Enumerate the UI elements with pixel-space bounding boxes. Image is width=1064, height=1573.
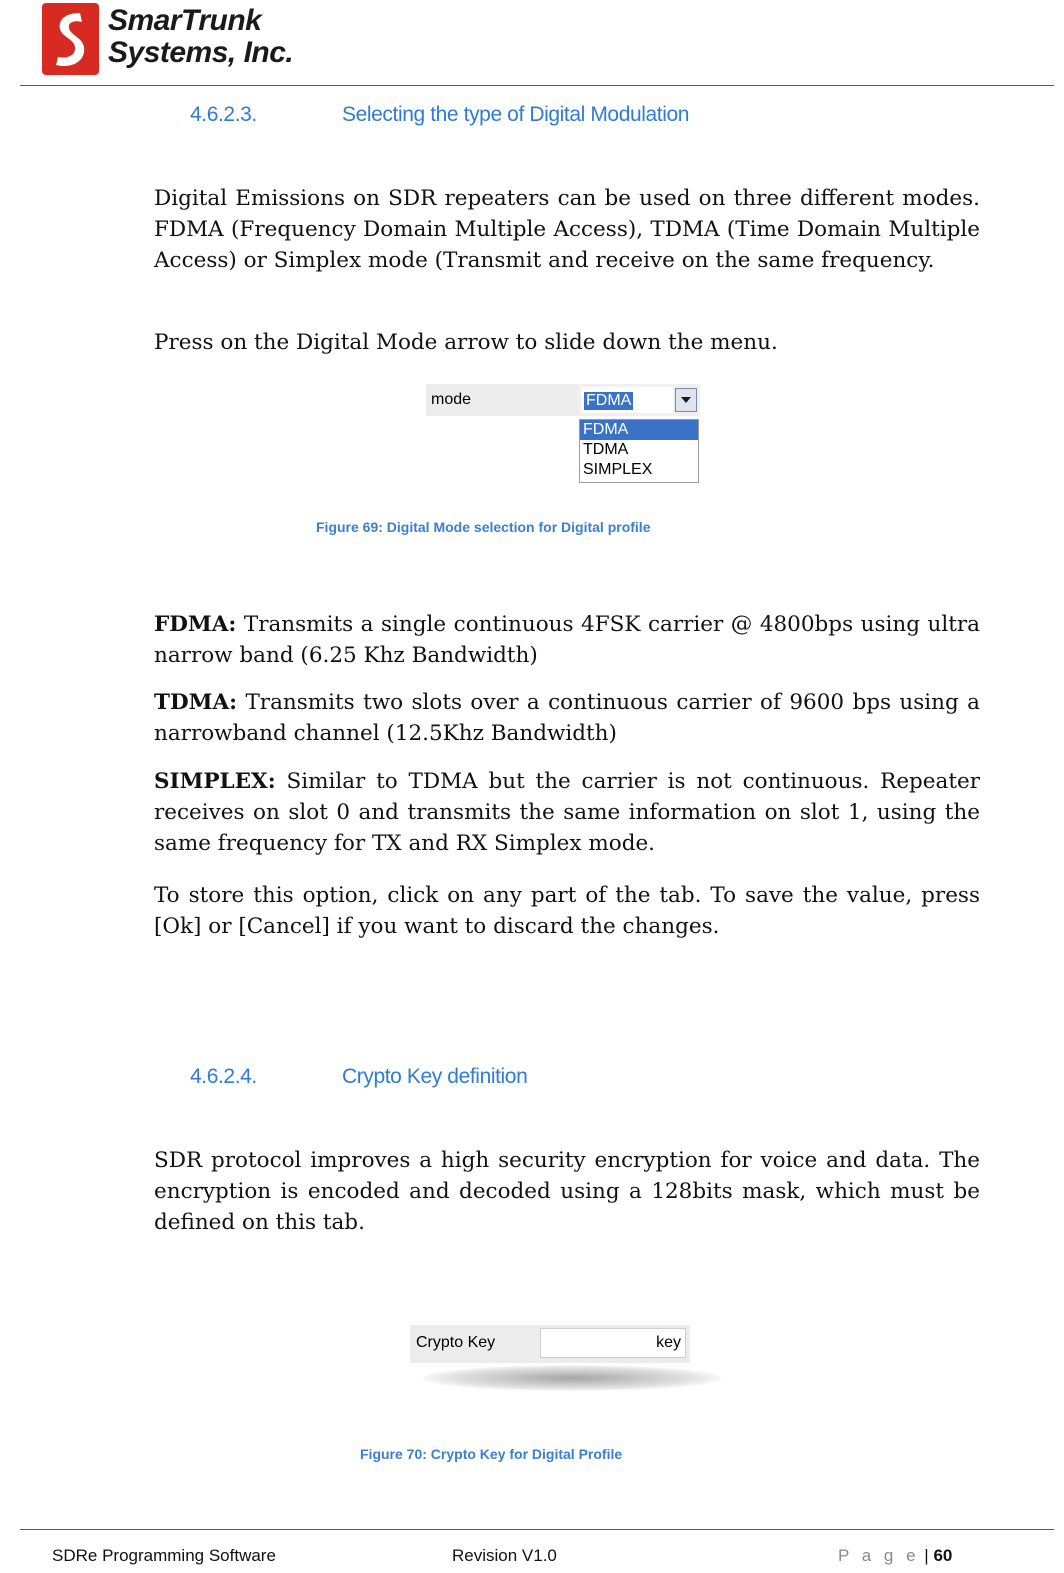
footer-document-title: SDRe Programming Software [52,1546,276,1565]
crypto-key-input[interactable]: key [540,1328,686,1358]
section-heading-modulation [190,103,689,127]
fdma-description [154,609,980,671]
figure-69-caption: Figure 69: Digital Mode selection for Digital profile [316,519,651,535]
footer-revision: Revision V1.0 [452,1546,557,1565]
section-number: 4.6.2.4. [190,1065,257,1088]
header-rule [20,85,1054,86]
crypto-key-label: Crypto Key [416,1334,496,1351]
mode-dropdown-figure [426,384,704,486]
tdma-text: Transmits two slots over a continuous carrier of 9600 bps using a narrowband channel (12.5Khz Bandwidth) [154,690,980,746]
mode-select-field[interactable] [581,387,673,413]
tdma-description [154,687,980,749]
footer-page-label: P a g e [838,1546,920,1565]
simplex-text: Similar to TDMA but the carrier is not continuous. Repeater receives on slot 0 and transmits the same information on slot 1, using the same frequency for TX and RX Simplex mode. [154,769,980,856]
company-name-line1: SmarTrunk [108,4,262,37]
crypto-key-row [410,1325,690,1363]
mode-dropdown-arrow[interactable] [675,388,697,412]
footer-page [838,1546,952,1566]
figure-shadow [422,1365,722,1391]
mode-label: mode [431,391,472,408]
simplex-description [154,766,980,859]
fdma-text: Transmits a single continuous 4FSK carrier @ 4800bps using ultra narrow band (6.25 Khz Bandwidth) [154,612,980,668]
mode-options-list [579,419,699,483]
footer-rule [20,1529,1054,1530]
fdma-label: FDMA: [154,612,237,637]
footer-separator: | [919,1546,934,1565]
mode-option-simplex[interactable]: SIMPLEX [583,461,653,478]
section-number: 4.6.2.3. [190,103,257,126]
mode-selected-value: FDMA [586,392,632,409]
store-instruction: To store this option, click on any part of the tab. To save the value, press [Ok] or [Cancel] if you want to discard the changes. [154,883,980,939]
mode-label-cell [426,384,578,416]
section-heading-crypto [190,1065,527,1089]
company-logo [42,3,342,77]
modulation-instruction: Press on the Digital Mode arrow to slide down the menu. [154,330,778,355]
footer-page-number: 60 [933,1546,953,1565]
smartrunk-logo-icon [42,3,99,75]
simplex-label: SIMPLEX: [154,769,276,794]
crypto-key-figure [410,1325,722,1405]
section-title: Selecting the type of Digital Modulation [342,103,690,126]
section-title: Crypto Key definition [342,1065,528,1088]
crypto-intro: SDR protocol improves a high security encryption for voice and data. The encryption is encoded and decoded using a 128bits mask, which must be defined on this tab. [154,1148,980,1235]
mode-option-fdma[interactable]: FDMA [580,420,698,440]
chevron-down-icon [681,397,691,403]
mode-option-tdma[interactable]: TDMA [583,441,629,458]
company-name [108,5,293,69]
company-name-line2: Systems, Inc. [108,36,294,69]
mode-select[interactable] [578,384,700,416]
modulation-intro: Digital Emissions on SDR repeaters can be used on three different modes. FDMA (Frequency Domain Multiple Access), TDMA (Time Domain Multiple Access) or Simplex mode (Transmit and receive on the same frequency. [154,186,980,273]
tdma-label: TDMA: [154,690,238,715]
figure-70-caption: Figure 70: Crypto Key for Digital Profile [360,1446,623,1462]
